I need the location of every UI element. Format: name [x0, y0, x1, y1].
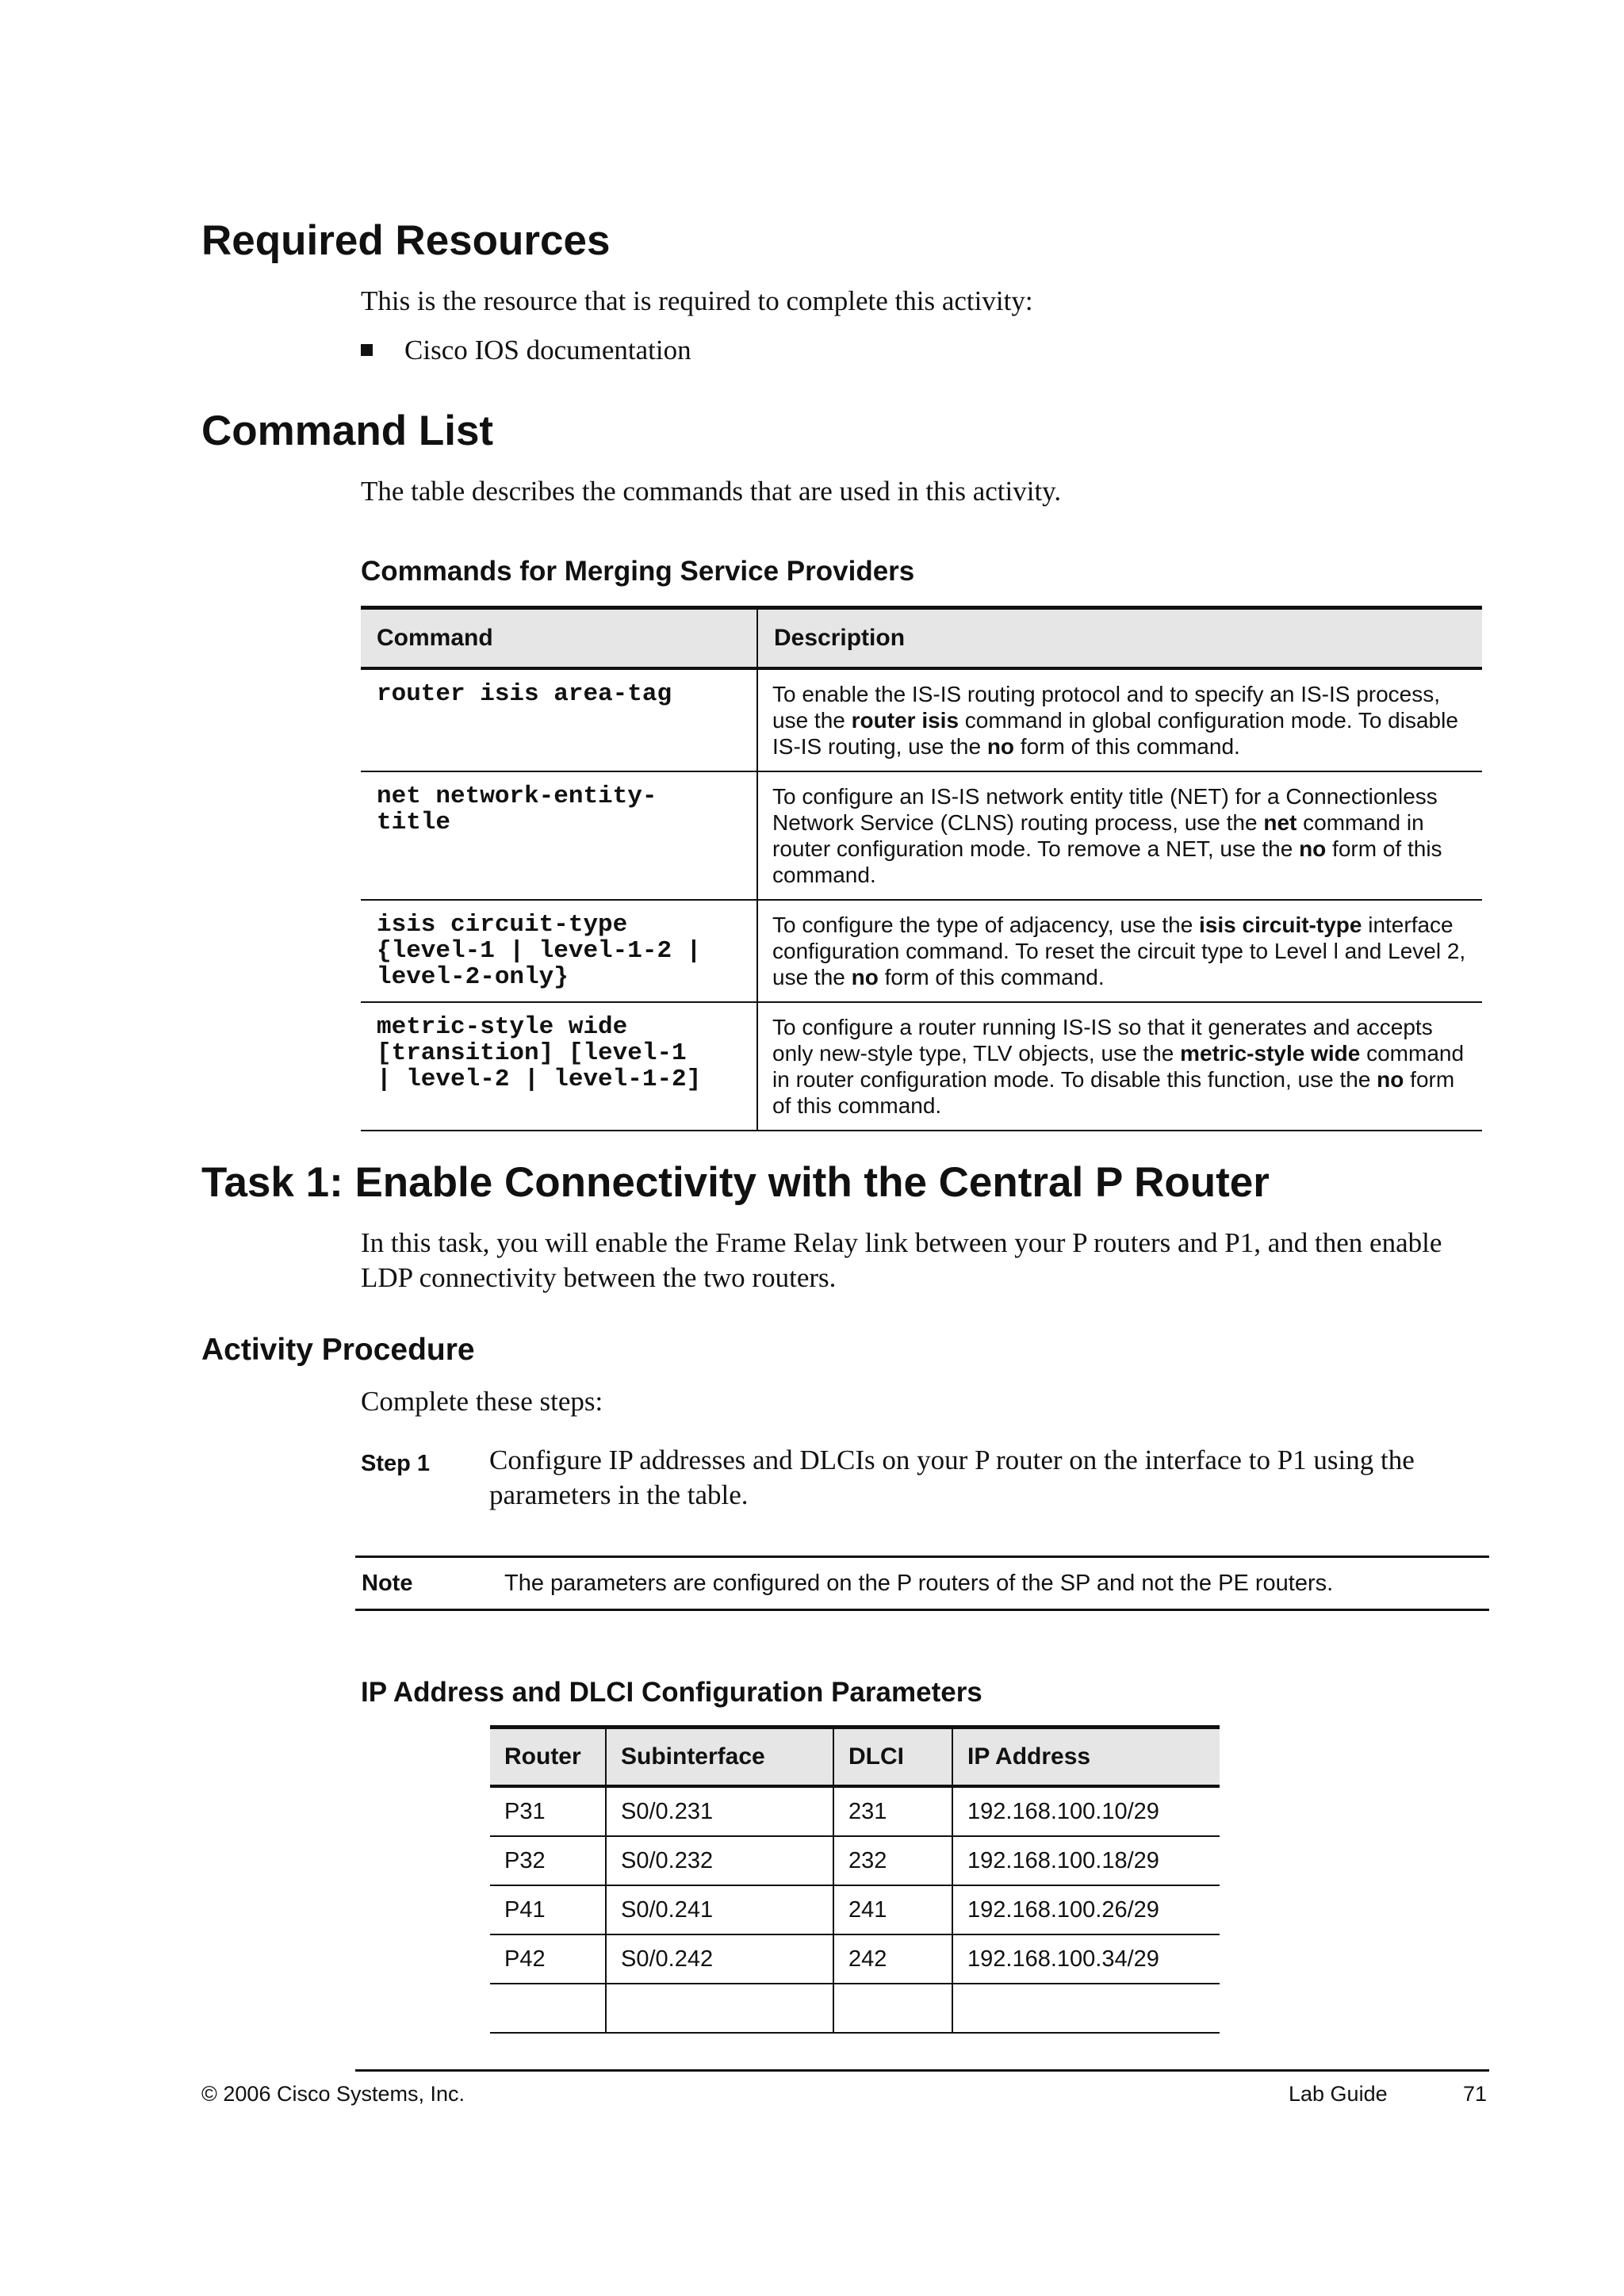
- description-text: form of this command.: [878, 965, 1105, 989]
- command-line: | level-2 | level-1-2]: [377, 1066, 702, 1093]
- task-1-intro: In this task, you will enable the Frame Relay link between your P routers and P1, and then enable LDP connectivity between the two routers.: [361, 1227, 1442, 1293]
- description-text: To configure a router running IS-IS so that it generates and accepts only new-style type, TLV objects, use the: [772, 1015, 1433, 1066]
- footer-page-number: 71: [1463, 2082, 1488, 2106]
- note-box: [355, 1556, 1489, 1611]
- column-header-command: Command: [361, 608, 757, 669]
- step-1-label: Step 1: [361, 1451, 431, 1476]
- description-text: interface configuration command. To reset the circuit type to Level l and Level 2, use the: [772, 913, 1466, 989]
- table-row: [490, 1885, 1220, 1934]
- command-table: [361, 606, 1482, 1131]
- column-header-router: Router: [490, 1728, 606, 1787]
- ip-address-cell: 192.168.100.10/29: [952, 1786, 1220, 1836]
- command-list-intro: The table describes the commands that are used in this activity.: [361, 476, 1062, 507]
- dlci-cell: 232: [833, 1836, 952, 1885]
- resource-list-item: [361, 333, 691, 368]
- required-resources-intro: This is the resource that is required to complete this activity:: [361, 285, 1033, 316]
- description-text: command in router configuration mode. To disable this function, use the: [772, 1041, 1465, 1092]
- description-cell: [757, 668, 1482, 771]
- subinterface-cell: [606, 1984, 833, 2033]
- description-keyword: no: [1299, 836, 1327, 861]
- note-label: Note: [362, 1571, 413, 1596]
- description-keyword: no: [986, 734, 1015, 759]
- router-cell: P32: [490, 1836, 606, 1885]
- table-row: [490, 1836, 1220, 1885]
- dlci-cell: 231: [833, 1786, 952, 1836]
- description-cell: [757, 771, 1482, 900]
- command-line: router isis area-tag: [377, 680, 672, 708]
- command-cell: [361, 1002, 757, 1131]
- ip-address-cell: 192.168.100.26/29: [952, 1885, 1220, 1934]
- ip-address-cell: 192.168.100.18/29: [952, 1836, 1220, 1885]
- ip-table-title: IP Address and DLCI Configuration Parameters: [361, 1677, 982, 1708]
- description-cell: [757, 1002, 1482, 1131]
- router-cell: P41: [490, 1885, 606, 1934]
- footer-copyright: © 2006 Cisco Systems, Inc.: [201, 2082, 465, 2106]
- description-keyword: router isis: [851, 708, 959, 733]
- command-line: level-2-only}: [377, 963, 569, 991]
- subinterface-cell: S0/0.241: [606, 1885, 833, 1934]
- description-keyword: no: [1377, 1067, 1404, 1092]
- ip-table-header-row: [490, 1728, 1220, 1787]
- table-row: [490, 1786, 1220, 1836]
- description-text: form of this command.: [772, 836, 1442, 887]
- heading-command-list: Command List: [201, 408, 494, 454]
- description-text: command in global configuration mode. To disable IS-IS routing, use the: [772, 708, 1458, 759]
- command-table-header-row: [361, 608, 1482, 669]
- note-text: The parameters are configured on the P routers of the SP and not the PE routers.: [504, 1571, 1334, 1596]
- table-row: [490, 1934, 1220, 1984]
- subinterface-cell: S0/0.232: [606, 1836, 833, 1885]
- command-line: title: [377, 809, 451, 836]
- router-cell: P42: [490, 1934, 606, 1984]
- command-line: net network-entity-: [377, 783, 657, 810]
- description-keyword: isis circuit-type: [1199, 913, 1362, 937]
- column-header-subinterface: Subinterface: [606, 1728, 833, 1787]
- ip-config-table: [490, 1725, 1220, 2034]
- heading-activity-procedure: Activity Procedure: [201, 1333, 475, 1367]
- column-header-ip-address: IP Address: [952, 1728, 1220, 1787]
- command-cell: [361, 900, 757, 1002]
- description-text: form of this command.: [1014, 734, 1240, 759]
- description-keyword: net: [1263, 810, 1297, 835]
- table-row: [361, 771, 1482, 900]
- router-cell: P31: [490, 1786, 606, 1836]
- description-text: To enable the IS-IS routing protocol and to specify an IS-IS process, use the: [772, 682, 1441, 733]
- heading-required-resources: Required Resources: [201, 217, 611, 264]
- table-row: [490, 1984, 1220, 2033]
- command-line: isis circuit-type: [377, 911, 628, 939]
- description-text: To configure an IS-IS network entity title (NET) for a Connectionless Network Service (CLNS) routing process, use the: [772, 784, 1438, 835]
- description-cell: [757, 900, 1482, 1002]
- subinterface-cell: S0/0.231: [606, 1786, 833, 1836]
- dlci-cell: 242: [833, 1934, 952, 1984]
- command-cell: [361, 668, 757, 771]
- heading-task-1: Task 1: Enable Connectivity with the Central P Router: [201, 1159, 1270, 1206]
- footer-guide-label: Lab Guide: [1289, 2082, 1388, 2106]
- description-text: command in router configuration mode. To remove a NET, use the: [772, 810, 1424, 861]
- command-line: metric-style wide: [377, 1013, 628, 1041]
- description-text: form of this command.: [772, 1067, 1455, 1118]
- column-header-description: Description: [757, 608, 1482, 669]
- subinterface-cell: S0/0.242: [606, 1934, 833, 1984]
- column-header-dlci: DLCI: [833, 1728, 952, 1787]
- activity-procedure-intro: Complete these steps:: [361, 1386, 603, 1417]
- command-table-title: Commands for Merging Service Providers: [361, 556, 915, 587]
- dlci-cell: 241: [833, 1885, 952, 1934]
- table-row: [361, 668, 1482, 771]
- ip-address-cell: [952, 1984, 1220, 2033]
- ip-address-cell: 192.168.100.34/29: [952, 1934, 1220, 1984]
- resource-item-text: Cisco IOS documentation: [404, 335, 691, 365]
- command-line: {level-1 | level-1-2 |: [377, 937, 702, 965]
- dlci-cell: [833, 1984, 952, 2033]
- description-keyword: no: [851, 965, 879, 989]
- command-cell: [361, 771, 757, 900]
- router-cell: [490, 1984, 606, 2033]
- footer-divider: [355, 2069, 1489, 2072]
- step-1-text: Configure IP addresses and DLCIs on your P router on the interface to P1 using the parameters in the table.: [489, 1445, 1415, 1510]
- description-keyword: metric-style wide: [1180, 1041, 1361, 1066]
- square-bullet-icon: [361, 344, 373, 356]
- table-row: [361, 1002, 1482, 1131]
- description-text: To configure the type of adjacency, use the: [772, 913, 1200, 937]
- command-line: [transition] [level-1: [377, 1039, 687, 1067]
- table-row: [361, 900, 1482, 1002]
